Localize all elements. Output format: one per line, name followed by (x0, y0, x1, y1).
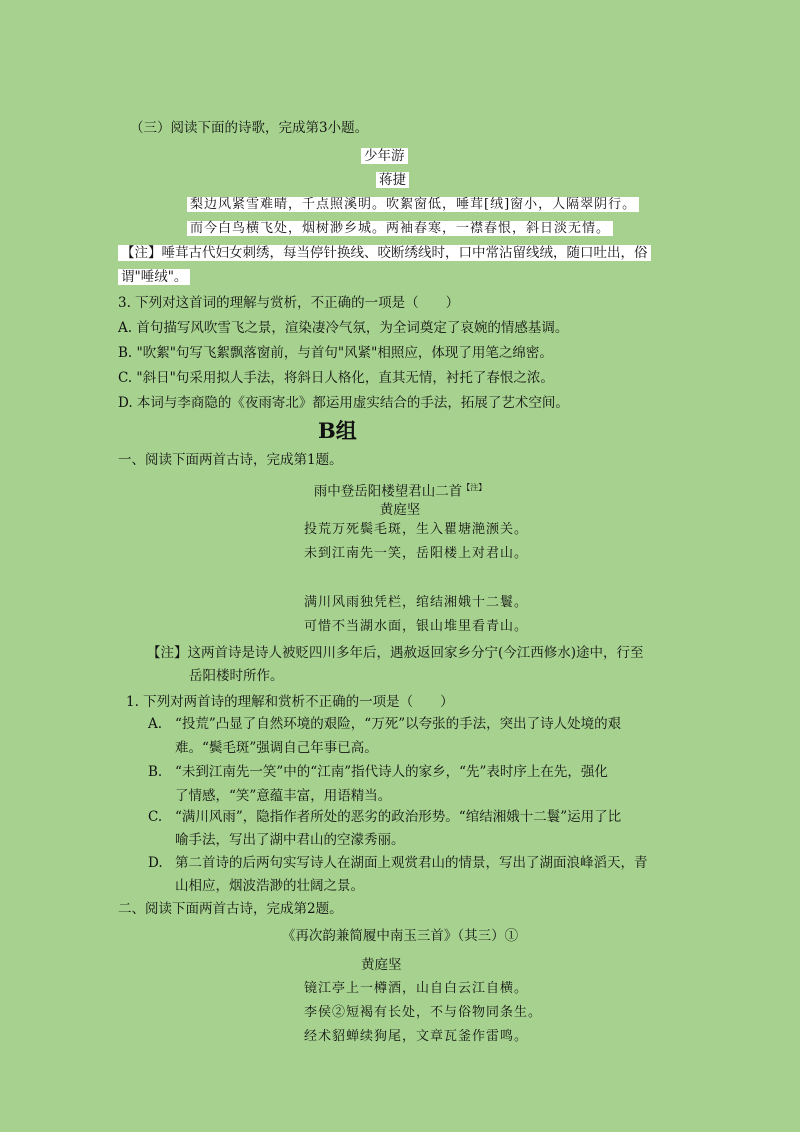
q1-option-a-letter: A. (148, 716, 163, 732)
poem-author: 蒋捷 (376, 170, 409, 190)
q1-option-a-line-2: 难。“鬓毛斑”强调自己年事已高。 (175, 740, 378, 756)
part1-poem-title: 雨中登岳阳楼望君山二首$^{【注】}$ (313, 483, 487, 500)
option-b: B. "吹絮"句写飞絮飘落窗前，与首句"风紧"相照应，体现了用笔之绵密。 (118, 345, 553, 361)
q1-option-d-line-2: 山相应，烟波浩渺的壮阔之景。 (175, 878, 364, 894)
part2-poem-line-3: 经术貂蝉续狗尾，文章瓦釜作雷鸣。 (304, 1029, 529, 1044)
part2-poem-line-2: 李侯②短褐有长处，不与俗物同条生。 (304, 1005, 543, 1020)
poem-title: 少年游 (361, 146, 408, 166)
q1-option-c-letter: C. (148, 809, 163, 825)
question-1: 1. 下列对两首诗的理解和赏析不正确的一项是（ ） (126, 694, 454, 710)
part1-poem1-line-2: 未到江南先一笑，岳阳楼上对君山。 (304, 546, 529, 561)
part1-poem2-line-1: 满川风雨独凭栏，绾结湘娥十二鬟。 (304, 595, 529, 610)
part1-poem1-line-1: 投荒万死鬓毛斑，生入瞿塘滟滪关。 (304, 522, 529, 537)
part2-poem-author: 黄庭坚 (361, 957, 402, 973)
option-a: A. 首句描写风吹雪飞之景，渲染凄冷气氛，为全词奠定了哀婉的情感基调。 (118, 320, 569, 336)
poem-title-note: 【注】 (462, 483, 487, 492)
q1-option-d-line-1: 第二首诗的后两句实写诗人在湖面上观赏君山的情景，写出了湖面浪峰滔天，青 (175, 855, 648, 871)
part1-note-line-2: 岳阳楼时所作。 (189, 668, 284, 684)
part1-poem-author: 黄庭坚 (379, 502, 421, 518)
note-line-1: 【注】唾茸古代妇女刺绣，每当停针换线、咬断绣线时，口中常沾留线绒，随口吐出，俗 (118, 243, 651, 263)
q1-option-c-line-2: 喻手法，写出了湖中君山的空濛秀丽。 (175, 832, 405, 848)
q1-option-c-line-1: “满川风雨”，隐指作者所处的恶劣的政治形势。“绾结湘娥十二鬟”运用了比 (175, 809, 622, 825)
q1-option-d-letter: D. (148, 855, 163, 871)
group-b-title: B组 (318, 418, 357, 443)
part1-intro: 一、阅读下面两首古诗，完成第1题。 (118, 452, 343, 468)
part2-poem-line-1: 镜江亭上一樽酒，山自白云江自横。 (304, 981, 529, 996)
q1-option-b-line-2: 了情感，“笑”意蕴丰富，用语精当。 (175, 788, 392, 804)
option-c: C. "斜日"句采用拟人手法，将斜日人格化，直其无情，衬托了春恨之浓。 (118, 370, 554, 386)
part2-poem-title: 《再次韵兼简履中南玉三首》（其三）① (281, 928, 519, 944)
part1-note-line-1: 【注】这两首诗是诗人被贬四川多年后，遇赦返回家乡分宁(今江西修水)途中，行至 (147, 645, 644, 661)
section3-intro: （三）阅读下面的诗歌，完成第3小题。 (130, 120, 369, 136)
q1-option-a-line-1: “投荒”凸显了自然环境的艰险，“万死”以夸张的手法，突出了诗人处境的艰 (175, 716, 622, 732)
poem-line-2: 而今白鸟横飞处，烟树渺乡城。两袖春寒，一襟春恨，斜日淡无情。 (187, 219, 613, 239)
part1-poem2-line-2: 可惜不当湖水面，银山堆里看青山。 (304, 619, 529, 634)
poem-line-1: 梨边风紧雪难晴，千点照溪明。吹絮窗低，唾茸[绒]窗小，人隔翠阴行。 (187, 195, 639, 215)
q1-option-b-letter: B. (148, 764, 163, 780)
q1-option-b-line-1: “未到江南先一笑”中的“江南”指代诗人的家乡，“先”表时序上在先，强化 (175, 764, 608, 780)
question-3: 3. 下列对这首词的理解与赏析，不正确的一项是（ ） (118, 295, 460, 311)
note-line-2: 谓"唾绒"。 (118, 267, 190, 287)
option-d: D. 本词与李商隐的《夜雨寄北》都运用虚实结合的手法，拓展了艺术空间。 (118, 395, 569, 411)
part2-intro: 二、阅读下面两首古诗，完成第2题。 (118, 901, 343, 917)
